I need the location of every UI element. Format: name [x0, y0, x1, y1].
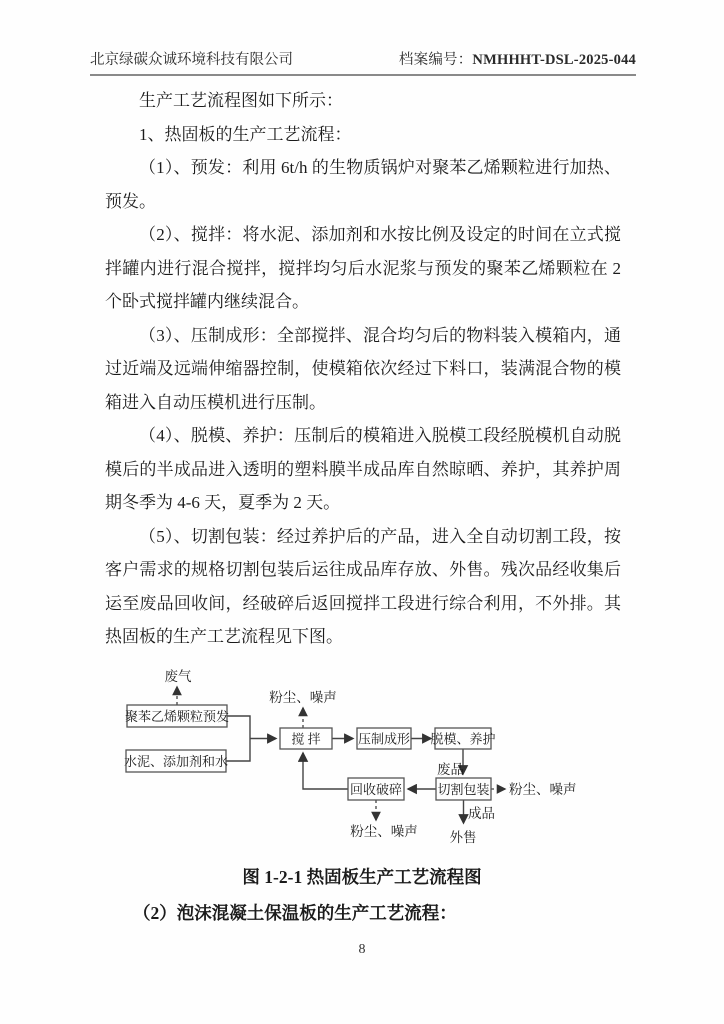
flow-box-materials: [124, 750, 228, 772]
flow-box-materials-label: 水泥、添加剂和水: [123, 754, 229, 769]
dust-noise-recycle-label: 粉尘、噪声: [350, 824, 418, 839]
dust-noise-cutting-label: 粉尘、噪声: [509, 782, 577, 797]
flow-box-pressing: [357, 728, 411, 749]
flow-box-mixing-label: 搅 拌: [291, 731, 321, 747]
flow-box-cutting: [436, 778, 491, 800]
step-3-paragraph: （3）、压制成形：全部搅拌、混合均匀后的物料装入模箱内，通过近端及远端伸缩器控制，使模箱依次经过下料口，装满混合物的模箱进入自动压模机进行压制。: [105, 325, 621, 412]
flow-box-cutting-label: 切割包装: [437, 782, 490, 797]
flow-box-demould: [430, 728, 495, 749]
dust-noise-mixing-label: 粉尘、噪声: [269, 690, 337, 705]
product-label: 成品: [468, 806, 495, 821]
waste-gas-label: 废气: [164, 669, 192, 684]
sale-label: 外售: [449, 830, 477, 845]
step-5-paragraph: （5）、切割包装：经过养护后的产品，进入全自动切割工段，按客户需求的规格切割包装后运往成品库存放、外售。残次品经收集后运至废品回收间，经破碎后返回搅拌工段进行综合利用，不外排。其热固板的生产工艺流程见下图。: [105, 526, 621, 646]
flow-box-prefoam: [125, 705, 229, 727]
flow-box-recycle-label: 回收破碎: [349, 782, 403, 797]
process-flowchart: [90, 655, 650, 860]
page-header: [90, 48, 636, 76]
process-flowchart-figure: [90, 655, 650, 860]
archive-number-value: NMHHHT-DSL-2025-044: [472, 52, 636, 68]
scrap-label: 废品: [437, 762, 464, 777]
archive-number-label: 档案编号：: [398, 52, 473, 68]
flow-box-mixing: [280, 728, 332, 749]
flow-box-prefoam-label: 聚苯乙烯颗粒预发: [124, 709, 230, 724]
intro-line: 生产工艺流程图如下所示：: [139, 91, 343, 110]
section1-heading: 1、热固板的生产工艺流程：: [139, 124, 352, 144]
step-2-paragraph: （2）、搅拌：将水泥、添加剂和水按比例及设定的时间在立式搅拌罐内进行混合搅拌，搅拌均匀后水泥浆与预发的聚苯乙烯颗粒在 2 个卧式搅拌罐内继续混合。: [105, 225, 621, 311]
section2-heading: （2）泡沫混凝土保温板的生产工艺流程：: [133, 903, 457, 923]
figure-caption: 图 1-2-1 热固板生产工艺流程图: [242, 867, 482, 887]
company-name: 北京绿碳众诚环境科技有限公司: [90, 52, 293, 68]
flow-box-recycle: [348, 778, 404, 800]
page-number: 8: [358, 942, 366, 957]
flow-box-demould-label: 脱模、养护: [430, 731, 496, 747]
body-text: [105, 84, 621, 654]
archive-number: [399, 48, 636, 69]
flow-box-pressing-label: 压制成形: [357, 731, 411, 747]
step-1-paragraph: （1）、预发：利用 6t/h 的生物质锅炉对聚苯乙烯颗粒进行加热、预发。: [105, 158, 621, 211]
step-4-paragraph: （4）、脱模、养护：压制后的模箱进入脱模工段经脱模机自动脱模后的半成品进入透明的塑料膜半成品库自然晾晒、养护，其养护周期冬季为 4-6 天，夏季为 2 天。: [105, 426, 621, 512]
arrow-recycle-to-mixing: [303, 753, 348, 789]
input-junction-line: [226, 716, 250, 761]
